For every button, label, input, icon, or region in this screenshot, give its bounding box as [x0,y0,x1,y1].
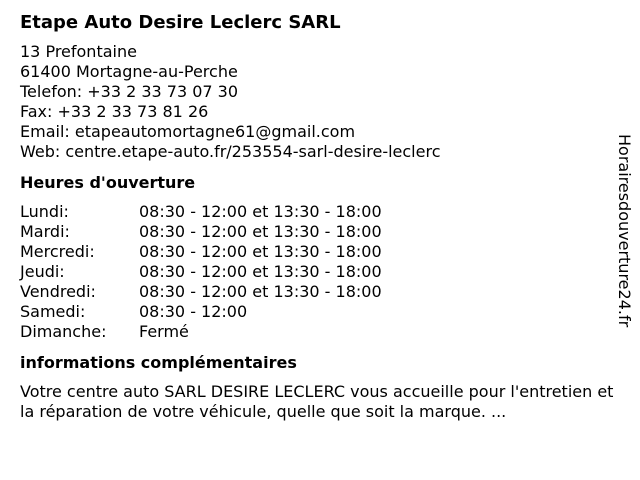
hours-day: Mardi: [20,222,70,241]
hours-table [20,202,610,342]
hours-row-vendredi [20,282,610,302]
hours-time: 08:30 - 12:00 [139,302,248,321]
hours-day: Lundi: [20,202,69,221]
contact-block [20,42,610,162]
info-description: Votre centre auto SARL DESIRE LECLERC vous accueille pour l'entretien et la réparation de votre véhicule, quelle que soit la marque. ... [20,382,614,421]
hours-time: 08:30 - 12:00 et 13:30 - 18:00 [139,222,382,241]
hours-heading: Heures d'ouverture [20,173,196,192]
phone-line[interactable]: Telefon: +33 2 33 73 07 30 [20,82,239,101]
info-heading: informations complémentaires [20,353,297,372]
business-card [20,10,614,422]
hours-day: Samedi: [20,302,86,321]
business-name: Etape Auto Desire Leclerc SARL [20,12,341,33]
hours-time: 08:30 - 12:00 et 13:30 - 18:00 [139,262,382,281]
hours-day: Mercredi: [20,242,95,261]
hours-row-mardi [20,222,610,242]
site-watermark: Horairesdouverture24.fr [615,134,634,328]
hours-time: 08:30 - 12:00 et 13:30 - 18:00 [139,282,382,301]
hours-day: Dimanche: [20,322,107,341]
address-street: 13 Prefontaine [20,42,137,61]
hours-time: 08:30 - 12:00 et 13:30 - 18:00 [139,202,382,221]
hours-row-dimanche [20,322,610,342]
hours-time: 08:30 - 12:00 et 13:30 - 18:00 [139,242,382,261]
hours-day: Vendredi: [20,282,96,301]
hours-row-samedi [20,302,610,322]
hours-time: Fermé [139,322,189,341]
hours-row-lundi [20,202,610,222]
hours-row-mercredi [20,242,610,262]
address-city: 61400 Mortagne-au-Perche [20,62,238,81]
fax-line: Fax: +33 2 33 73 81 26 [20,102,209,121]
web-line[interactable]: Web: centre.etape-auto.fr/253554-sarl-desire-leclerc [20,142,441,161]
hours-row-jeudi [20,262,610,282]
email-line[interactable]: Email: etapeautomortagne61@gmail.com [20,122,356,141]
hours-day: Jeudi: [20,262,65,281]
